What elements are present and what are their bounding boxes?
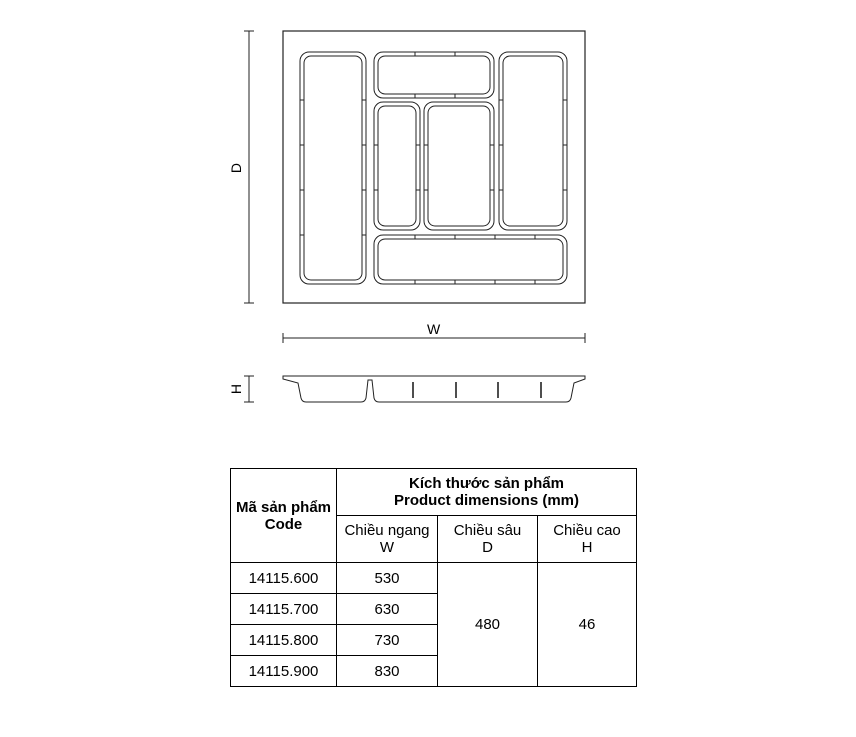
code-cell: 14115.900 (231, 656, 337, 687)
code-cell: 14115.800 (231, 625, 337, 656)
height-header (538, 516, 637, 563)
code-cell: 14115.700 (231, 594, 337, 625)
width-header-sym: W (379, 539, 395, 556)
dimensions-header (337, 469, 637, 516)
code-header (231, 469, 337, 563)
depth-header (438, 516, 538, 563)
side-view-ribs (413, 382, 541, 398)
depth-header-sym: D (482, 539, 493, 556)
dimensions-header-en: Product dimensions (mm) (393, 492, 580, 509)
depth-header-vi: Chiều sâu (453, 522, 522, 539)
depth-label: D (228, 162, 245, 174)
width-header-vi: Chiều ngang (344, 522, 430, 539)
tray-ribs (300, 52, 567, 284)
height-label: H (228, 383, 245, 395)
tray-side-view (283, 376, 585, 402)
width-label: W (427, 321, 441, 337)
width-cell: 830 (337, 656, 438, 687)
height-dimension-line (244, 376, 254, 402)
height-cell: 46 (538, 563, 637, 687)
width-cell: 730 (337, 625, 438, 656)
width-cell: 630 (337, 594, 438, 625)
code-header-en: Code (264, 515, 303, 533)
product-dimensions-table (230, 468, 637, 687)
width-header (337, 516, 438, 563)
tray-compartments (300, 52, 567, 284)
code-header-vi: Mã sản phẩm (235, 498, 332, 516)
width-cell: 530 (337, 563, 438, 594)
depth-dimension-line (244, 31, 254, 303)
table-row (231, 563, 637, 594)
height-header-vi: Chiều cao (553, 522, 621, 539)
height-header-sym: H (581, 539, 593, 556)
tray-top-view-outline (283, 31, 585, 303)
depth-cell: 480 (438, 563, 538, 687)
code-cell: 14115.600 (231, 563, 337, 594)
dimensions-header-vi: Kích thước sản phẩm (409, 475, 564, 492)
